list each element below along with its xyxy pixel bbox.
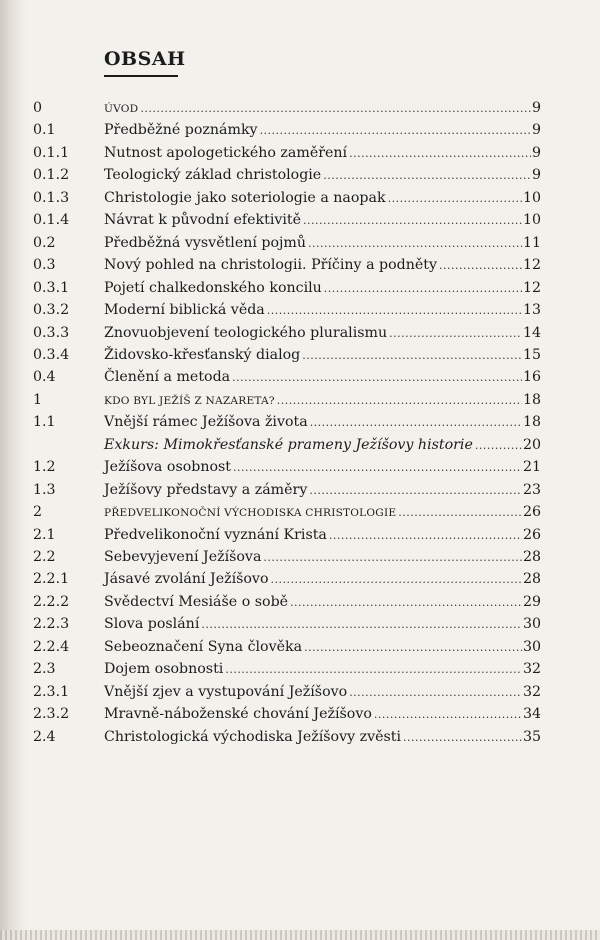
toc-entry-page: 18 [522, 391, 541, 408]
toc-entry [0, 209, 600, 231]
toc-entry-page: 12 [522, 257, 541, 274]
toc-entry [0, 366, 600, 388]
toc-entry-title: Ježíšovy představy a záměry [104, 481, 308, 498]
toc-entry [0, 411, 600, 433]
toc-entry-line [104, 479, 541, 502]
toc-entry [0, 636, 600, 658]
toc-entry-number: 0.1.2 [33, 167, 70, 184]
toc-entry-page: 10 [522, 189, 541, 206]
toc-entry [0, 322, 600, 344]
dot-leader [267, 300, 522, 322]
toc-entry-line [104, 681, 541, 704]
toc-entry-title: Předvelikonoční vyznání Krista [104, 526, 327, 543]
toc-entry-page: 9 [531, 167, 541, 184]
toc-entry-title: Vnější rámec Ježíšova života [104, 414, 308, 431]
toc-entry-page: 10 [522, 212, 541, 229]
toc-entry-line [104, 703, 541, 726]
toc-entry-number: 2.3.1 [33, 683, 70, 700]
dot-leader [290, 592, 522, 614]
toc-entry-number: 2.2.4 [33, 638, 70, 655]
toc-entry-line [104, 456, 541, 479]
toc-entry-title: Moderní biblická věda [104, 302, 265, 319]
toc-entry-title: Teologický základ christologie [104, 167, 322, 184]
toc-entry-line [104, 411, 541, 434]
toc-entry-title: Židovsko-křesťanský dialog [104, 346, 301, 363]
toc-entry [0, 546, 600, 568]
toc-entry-title: Christologie jako soteriologie a naopak [104, 189, 386, 206]
toc-entry-title: Pojetí chalkedonského koncilu [104, 279, 322, 296]
toc-entry-line [104, 568, 541, 591]
toc-entry-line [104, 232, 541, 255]
toc-entry-page: 28 [522, 571, 541, 588]
toc-entry [0, 501, 600, 523]
toc-entry-number: 2.3 [33, 661, 56, 678]
toc-entry [0, 164, 600, 186]
toc-entry-page: 9 [531, 100, 541, 116]
toc-entry-page: 13 [522, 302, 541, 319]
toc-entry-number: 0 [33, 100, 43, 116]
toc-entry [0, 344, 600, 366]
toc-entry-number: 2.2.3 [33, 616, 70, 633]
toc-entry-number: 0.1.4 [33, 212, 70, 229]
toc-entry-number: 0.3.4 [33, 346, 70, 363]
toc-entry-page: 34 [522, 706, 541, 723]
toc-entry-page: 18 [522, 414, 541, 431]
dot-leader [232, 367, 522, 389]
dot-leader [439, 255, 522, 277]
toc-entry-line [104, 613, 541, 636]
toc-entry-line [104, 524, 541, 547]
toc-entry [0, 681, 600, 703]
toc-entry-number: 1.3 [33, 481, 56, 498]
dot-leader [349, 682, 522, 704]
toc-entry-title: Znovuobjevení teologického pluralismu [104, 324, 388, 341]
toc-entry [0, 703, 600, 725]
toc-entry-line [104, 658, 541, 681]
toc-entry [0, 613, 600, 635]
toc-entry-number: 0.1.3 [33, 189, 70, 206]
dot-leader [349, 143, 531, 165]
dot-leader [225, 659, 522, 681]
dot-leader [475, 435, 522, 457]
toc-entry [0, 658, 600, 680]
toc-entry-number: 0.2 [33, 234, 56, 251]
toc-entry-title: ÚVOD [104, 103, 139, 115]
dot-leader [324, 278, 522, 300]
toc-entry-title: Vnější zjev a vystupování Ježíšovo [104, 683, 348, 700]
toc-entry-line [104, 277, 541, 300]
dot-leader [263, 547, 522, 569]
dot-leader [201, 614, 522, 636]
toc-entry-line [104, 636, 541, 659]
toc-entry-line [104, 209, 541, 232]
toc-entry-page: 23 [522, 481, 541, 498]
toc-entry-number: 2 [33, 504, 43, 521]
toc-entry [0, 254, 600, 276]
toc-entry-number: 2.2.2 [33, 593, 70, 610]
toc-entry-title: KDO BYL JEŽÍŠ Z NAZARETA? [104, 394, 275, 407]
toc-entry-title: Mravně-náboženské chování Ježíšovo [104, 706, 372, 723]
toc-entry-line [104, 726, 541, 749]
toc-entry-page: 9 [531, 122, 541, 139]
toc-entry [0, 568, 600, 590]
toc-entry-page: 30 [522, 616, 541, 633]
toc-entry-number: 2.2 [33, 549, 56, 565]
dot-leader [310, 412, 522, 434]
toc-entry-line [104, 299, 541, 322]
toc-entry-page: 21 [522, 459, 541, 476]
dot-leader [323, 165, 531, 187]
toc-entry [0, 119, 600, 141]
toc-entry-title: Jásavé zvolání Ježíšovo [104, 571, 269, 588]
dot-leader [304, 637, 522, 659]
toc-entry-number: 2.1 [33, 526, 56, 543]
toc-entry-page: 14 [522, 324, 541, 341]
toc-entry-title: Christologická východiska Ježíšovy zvěsti [104, 728, 402, 745]
toc-entry-title: Ježíšova osobnost [104, 459, 232, 476]
toc-entry-page: 26 [522, 526, 541, 543]
dot-leader [271, 569, 522, 591]
toc-entry-title: Nutnost apologetického zaměření [104, 144, 348, 161]
toc-entry [0, 142, 600, 164]
toc-entry-line [104, 434, 541, 457]
dot-leader [398, 502, 522, 524]
dot-leader [389, 323, 522, 345]
toc-entry [0, 524, 600, 546]
dot-leader [303, 210, 522, 232]
toc-entry-number: 2.3.2 [33, 706, 70, 723]
dot-leader [309, 480, 522, 502]
toc-entry-page: 29 [522, 593, 541, 610]
title-underline [104, 75, 178, 77]
toc-entry-line [104, 142, 541, 165]
toc-entry-line [104, 591, 541, 614]
toc-entry-title: Sebeoznačení Syna člověka [104, 638, 303, 655]
toc-entry-number: 0.3.1 [33, 279, 70, 296]
toc-entry-line [104, 254, 541, 277]
toc-entry-title: Dojem osobnosti [104, 661, 224, 678]
toc-entry-line [104, 344, 541, 367]
toc-entry [0, 97, 600, 119]
dot-leader [277, 390, 522, 412]
toc-entry-line [104, 322, 541, 345]
toc-entry-line [104, 164, 541, 187]
dot-leader [260, 120, 531, 142]
toc-entry-title: Svědectví Mesiáše o sobě [104, 593, 289, 610]
toc-entry-title: Nový pohled na christologii. Příčiny a podněty [104, 257, 438, 274]
dot-leader [388, 188, 522, 210]
toc-entry-title: Návrat k původní efektivitě [104, 212, 302, 229]
toc-entry [0, 187, 600, 209]
toc-entry-line [104, 389, 541, 412]
toc-entry-number: 0.4 [33, 369, 56, 386]
toc-entry-page: 28 [522, 549, 541, 565]
dot-leader [302, 345, 522, 367]
toc-entry-page: 12 [522, 279, 541, 296]
toc-entry [0, 277, 600, 299]
dot-leader [374, 704, 522, 726]
toc-entry-number: 1.1 [33, 414, 56, 431]
toc-entry-line [104, 119, 541, 142]
toc-entry [0, 299, 600, 321]
dot-leader [140, 98, 531, 120]
toc-entry-title: Předběžné poznámky [104, 122, 258, 139]
toc-entry-number: 2.4 [33, 728, 56, 745]
dot-leader [233, 457, 522, 479]
toc-entry [0, 456, 600, 478]
toc-entry [0, 591, 600, 613]
toc-entry-number: 0.1.1 [33, 144, 70, 161]
toc-entry-number: 0.1 [33, 122, 56, 139]
toc-entry-page: 11 [522, 234, 541, 251]
toc-entry-line [104, 546, 541, 569]
toc-entry-title: Exkurs: Mimokřesťanské prameny Ježíšovy historie [104, 436, 473, 453]
toc-entry-page: 35 [522, 728, 541, 745]
dot-leader [308, 233, 522, 255]
toc-entry-number: 1 [33, 391, 43, 408]
toc-entry-page: 20 [522, 436, 541, 453]
toc-entry-line [104, 97, 541, 120]
toc-entry [0, 232, 600, 254]
toc-entry [0, 479, 600, 501]
dot-leader [403, 727, 522, 749]
toc-entry [0, 389, 600, 411]
toc-entry-page: 16 [522, 369, 541, 386]
toc-entry [0, 434, 600, 456]
toc-entry-page: 9 [531, 144, 541, 161]
toc-entry-page: 32 [522, 661, 541, 678]
toc-entry-title: Sebevyjevení Ježíšova [104, 549, 262, 565]
toc-entry-title: Slova poslání [104, 616, 200, 633]
toc-entry-line [104, 187, 541, 210]
toc-entry-number: 0.3.2 [33, 302, 70, 319]
toc-entry-page: 30 [522, 638, 541, 655]
page-bottom-edge [0, 930, 600, 940]
toc-entry-number: 1.2 [33, 459, 56, 476]
toc-entry-number: 0.3 [33, 257, 56, 274]
toc-entry-line [104, 501, 541, 524]
dot-leader [329, 525, 522, 547]
toc-entry-line [104, 366, 541, 389]
toc-entry-title: Předběžná vysvětlení pojmů [104, 234, 307, 251]
toc-entry-number: 0.3.3 [33, 324, 70, 341]
toc-entry-page: 32 [522, 683, 541, 700]
toc-entry-title: Členění a metoda [104, 369, 231, 386]
toc-entry [0, 726, 600, 748]
toc-entry-title: PŘEDVELIKONOČNÍ VÝCHODISKA CHRISTOLOGIE [104, 507, 397, 520]
toc-entry-page: 26 [522, 504, 541, 521]
toc-entry-page: 15 [522, 346, 541, 363]
page-title: OBSAH [104, 48, 186, 70]
toc-entry-number: 2.2.1 [33, 571, 70, 588]
